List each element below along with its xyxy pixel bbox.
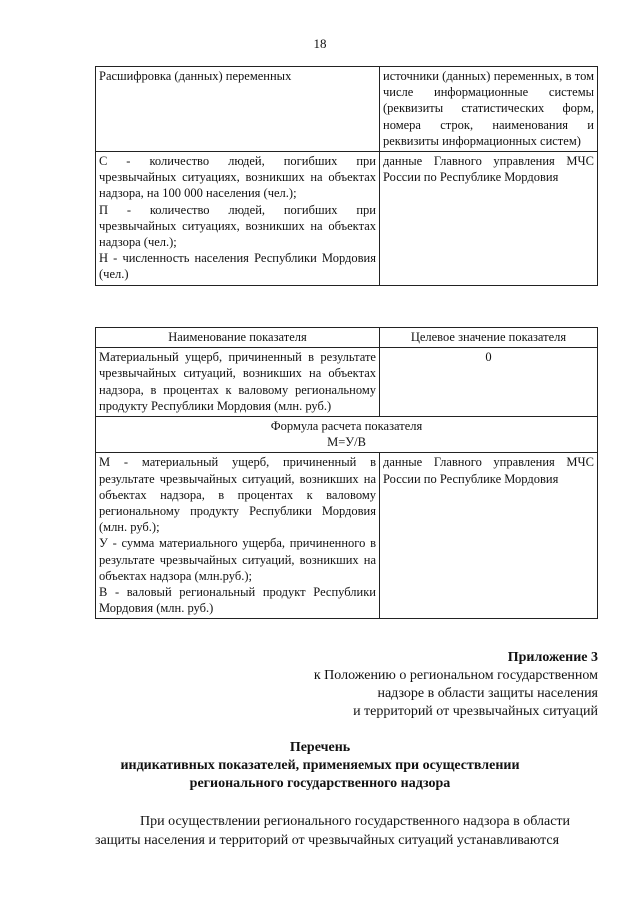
variable-description: М - материальный ущерб, причиненный в результате чрезвычайных ситуаций, возникших на объектах надзора, в процентах к валовому региональному продукту Республики Мордовия (млн. руб.);	[99, 455, 376, 535]
table-row	[96, 453, 598, 619]
paragraph-line: При осуществлении регионального государственного надзора в области	[140, 814, 571, 829]
heading-line: индикативных показателей, применяемых при осуществлении	[120, 758, 520, 773]
header-right: источники (данных) переменных, в том числе информационные системы (реквизиты статистических форм, номера строк, наименования и реквизиты информационных систем)	[380, 67, 598, 152]
indicator-table	[95, 327, 598, 619]
variable-description: У - сумма материального ущерба, причиненного в результате чрезвычайных ситуаций, возникших на объектах надзора (млн.руб.);	[99, 536, 376, 583]
formula-cell	[96, 417, 598, 453]
table-row	[96, 152, 598, 286]
col-header-indicator: Наименование показателя	[96, 328, 380, 348]
table-row	[96, 417, 598, 453]
heading-line: Перечень	[289, 740, 351, 755]
page-number: 18	[313, 36, 327, 51]
variable-description: В - валовый региональный продукт Республики Мордовия (млн. руб.)	[99, 585, 376, 616]
header-left: Расшифровка (данных) переменных	[96, 67, 380, 152]
source-cell: данные Главного управления МЧС России по Республике Мордовия	[380, 453, 598, 619]
variables-cell	[96, 453, 380, 619]
variables-table-1	[95, 66, 598, 286]
variables-cell	[96, 152, 380, 286]
heading-line: регионального государственного надзора	[189, 776, 451, 791]
paragraph-line: защиты населения и территорий от чрезвычайных ситуаций устанавливаются	[95, 833, 560, 848]
appendix-line: надзоре в области защиты населения	[377, 686, 598, 701]
indicator-name: Материальный ущерб, причиненный в результате чрезвычайных ситуаций, возникших на объектах надзора, в процентах к валовому региональному продукту Республики Мордовия (млн. руб.)	[96, 348, 380, 417]
table-row	[96, 328, 598, 348]
target-value: 0	[380, 348, 598, 417]
list-heading	[0, 739, 640, 793]
table-row	[96, 67, 598, 152]
appendix-title: Приложение 3	[507, 650, 598, 665]
source-cell: данные Главного управления МЧС России по Республике Мордовия	[380, 152, 598, 286]
body-paragraph	[95, 812, 598, 850]
appendix-line: и территорий от чрезвычайных ситуаций	[353, 704, 598, 719]
table-row	[96, 348, 598, 417]
col-header-target: Целевое значение показателя	[380, 328, 598, 348]
formula-title: Формула расчета показателя	[270, 419, 423, 434]
variable-description: С - количество людей, погибших при чрезвычайных ситуациях, возникших на объектах надзора, на 100 000 населения (чел.);	[99, 154, 376, 201]
variable-description: П - количество людей, погибших при чрезвычайных ситуациях, возникших на объектах надзора (чел.);	[99, 202, 376, 250]
appendix-block	[314, 649, 598, 721]
appendix-line: к Положению о региональном государственном	[313, 668, 598, 683]
variable-description: Н - численность населения Республики Мордовия (чел.)	[99, 251, 376, 282]
formula: М=У/В	[327, 435, 366, 450]
